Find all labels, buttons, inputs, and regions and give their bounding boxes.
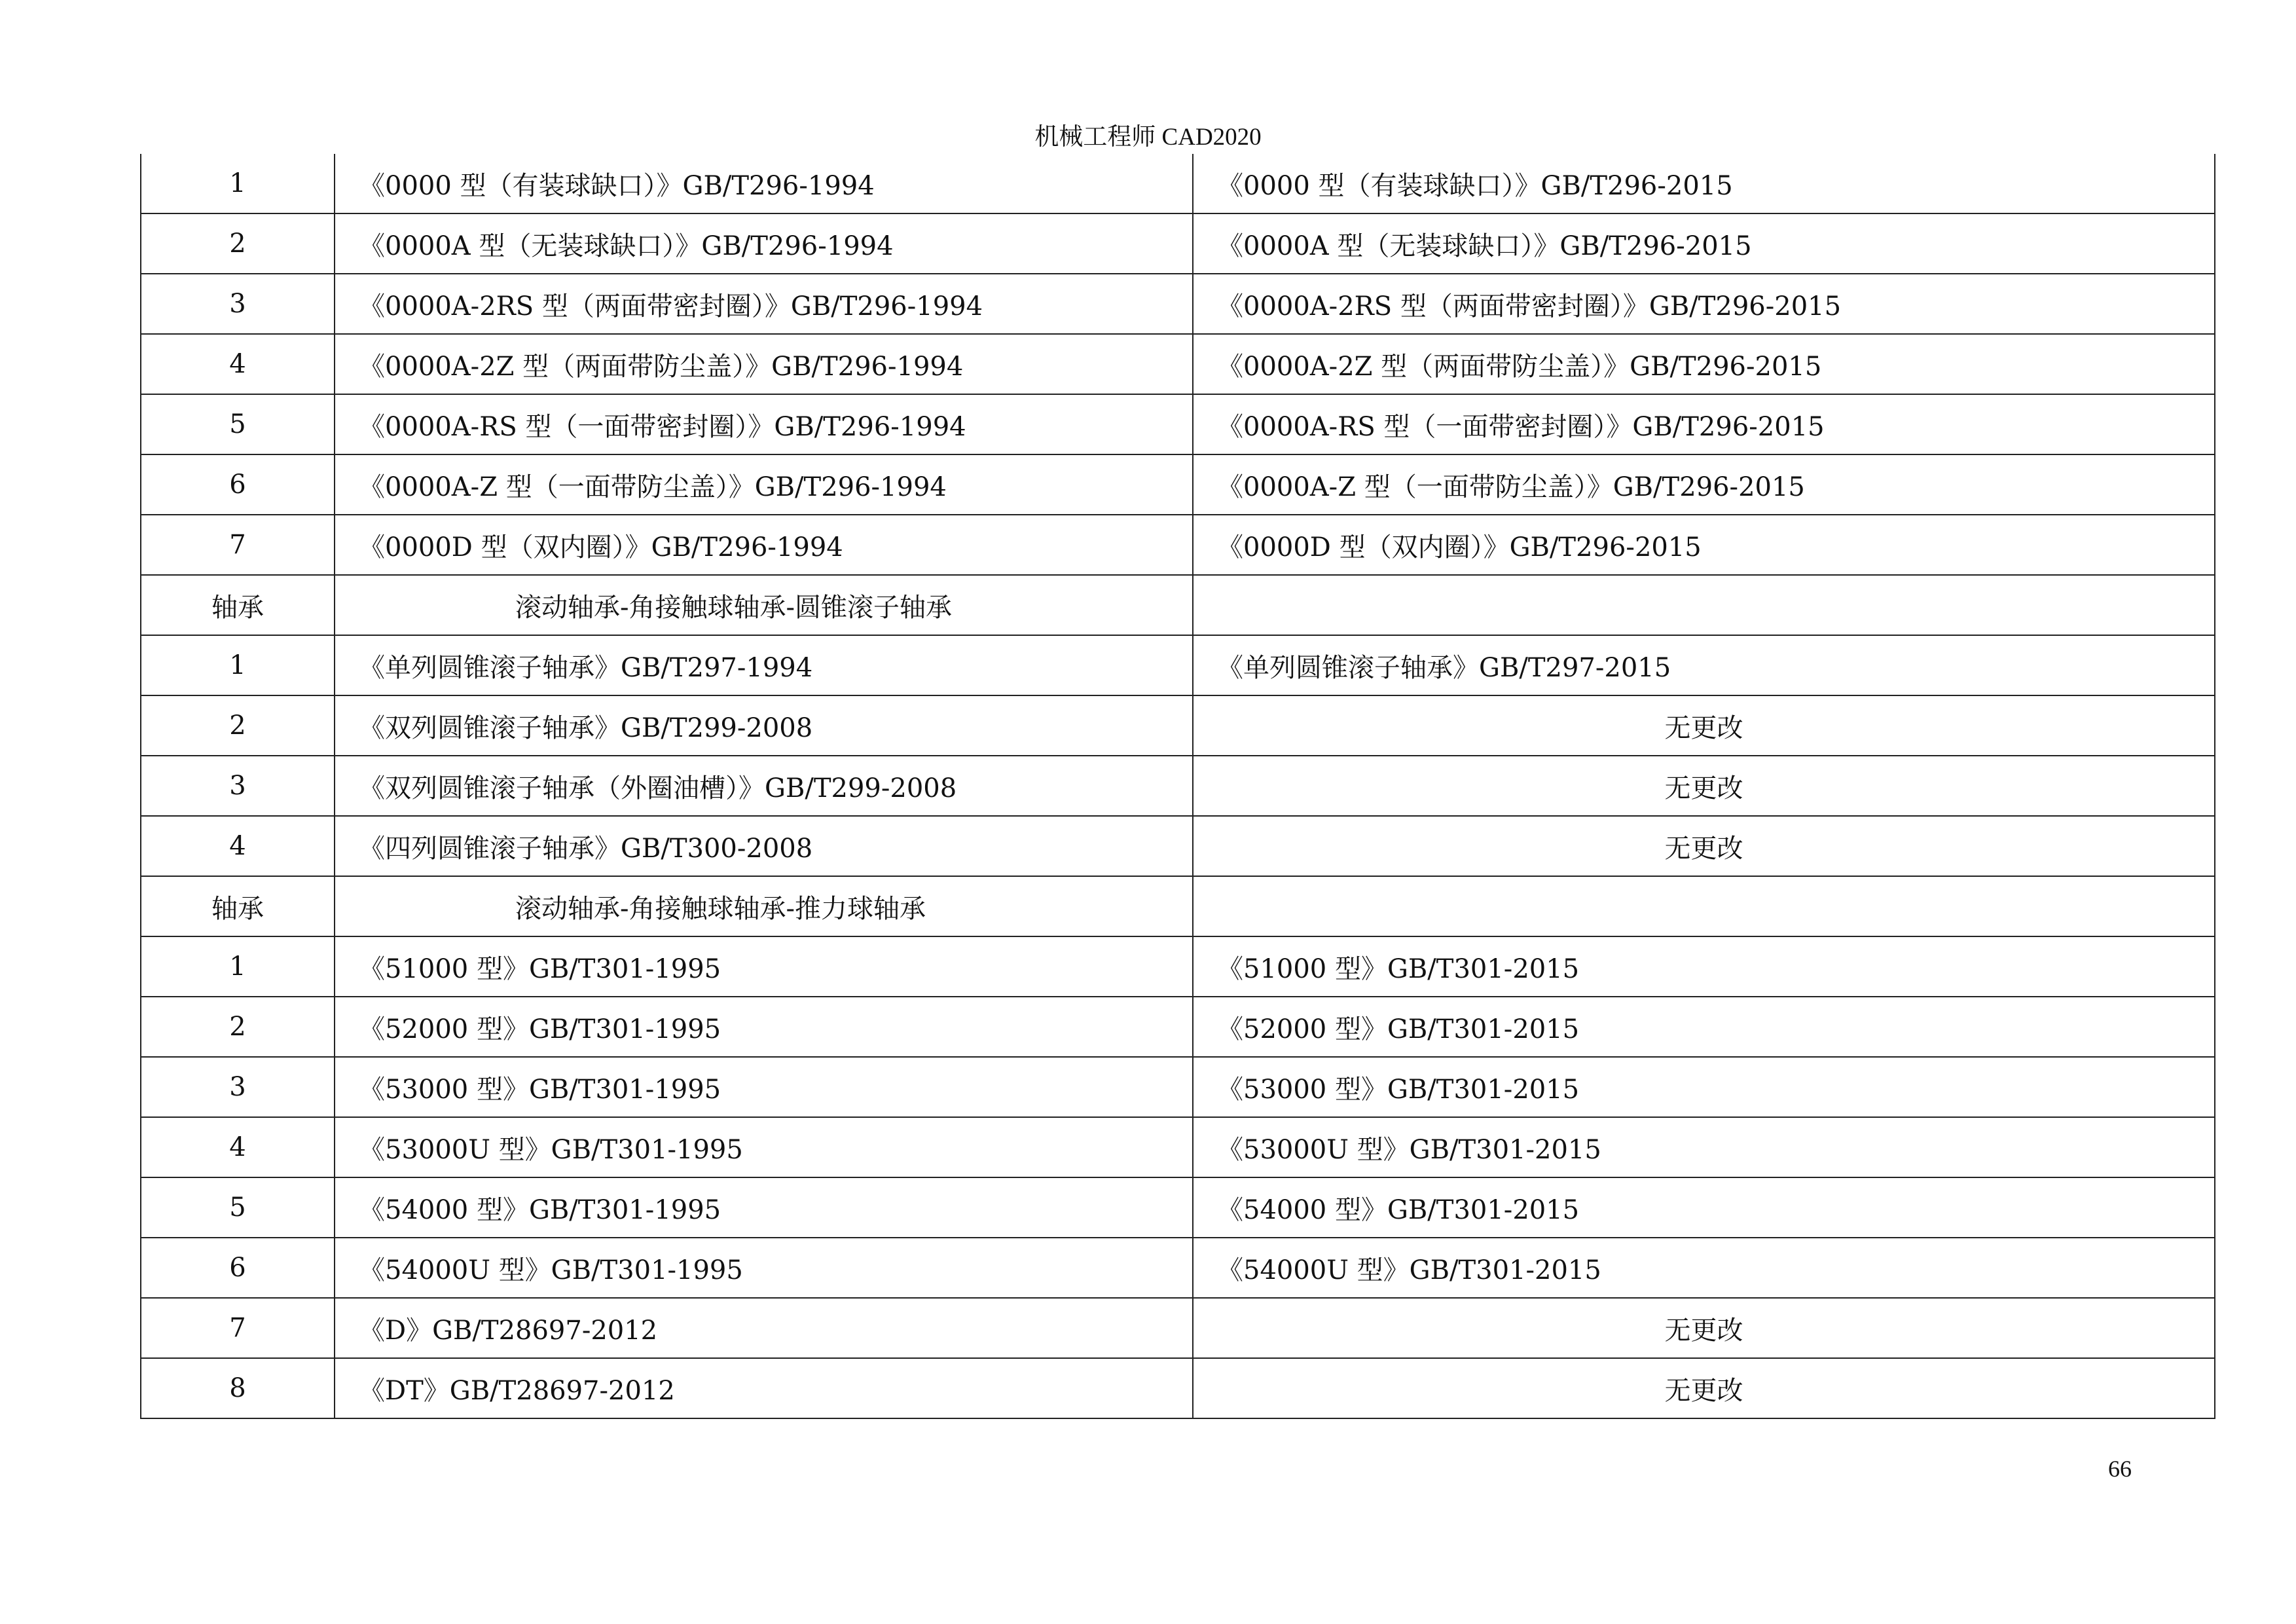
table-row	[141, 154, 2215, 213]
row-number-cell: 3	[141, 756, 335, 816]
old-standard-cell: 《四列圆锥滚子轴承》GB/T300-2008	[335, 816, 1193, 876]
old-standard-cell: 《51000 型》GB/T301-1995	[335, 936, 1193, 997]
table-row	[141, 997, 2215, 1057]
row-number-cell: 3	[141, 274, 335, 334]
new-standard-cell: 《53000U 型》GB/T301-2015	[1193, 1117, 2215, 1177]
new-standard-cell: 《51000 型》GB/T301-2015	[1193, 936, 2215, 997]
new-standard-cell: 《54000 型》GB/T301-2015	[1193, 1177, 2215, 1238]
section-title-cell: 滚动轴承-角接触球轴承-圆锥滚子轴承	[335, 575, 1193, 635]
no-change-cell: 无更改	[1193, 756, 2215, 816]
row-number-cell: 2	[141, 213, 335, 274]
new-standard-cell: 《0000A-Z 型（一面带防尘盖）》GB/T296-2015	[1193, 454, 2215, 515]
row-number-cell: 6	[141, 1238, 335, 1298]
new-standard-cell: 《单列圆锥滚子轴承》GB/T297-2015	[1193, 635, 2215, 695]
old-standard-cell: 《53000 型》GB/T301-1995	[335, 1057, 1193, 1117]
old-standard-cell: 《单列圆锥滚子轴承》GB/T297-1994	[335, 635, 1193, 695]
table-row	[141, 936, 2215, 997]
standards-table-body	[141, 154, 2215, 1418]
table-row	[141, 454, 2215, 515]
new-standard-cell: 《0000D 型（双内圈）》GB/T296-2015	[1193, 515, 2215, 575]
page-header-title: 机械工程师 CAD2020	[1034, 124, 1262, 151]
old-standard-cell: 《53000U 型》GB/T301-1995	[335, 1117, 1193, 1177]
old-standard-cell: 《0000A-RS 型（一面带密封圈）》GB/T296-1994	[335, 394, 1193, 454]
row-number-cell: 5	[141, 1177, 335, 1238]
table-row	[141, 695, 2215, 756]
table-row	[141, 816, 2215, 876]
no-change-cell: 无更改	[1193, 1358, 2215, 1418]
new-standard-cell	[1193, 876, 2215, 936]
row-number-cell: 2	[141, 997, 335, 1057]
old-standard-cell: 《0000A-Z 型（一面带防尘盖）》GB/T296-1994	[335, 454, 1193, 515]
section-row	[141, 575, 2215, 635]
section-row	[141, 876, 2215, 936]
old-standard-cell: 《0000 型（有装球缺口）》GB/T296-1994	[335, 154, 1193, 213]
table-row	[141, 1117, 2215, 1177]
new-standard-cell: 《0000 型（有装球缺口）》GB/T296-2015	[1193, 154, 2215, 213]
table-row	[141, 635, 2215, 695]
section-title-cell: 滚动轴承-角接触球轴承-推力球轴承	[335, 876, 1193, 936]
table-row	[141, 1358, 2215, 1418]
row-number-cell: 5	[141, 394, 335, 454]
old-standard-cell: 《0000A-2Z 型（两面带防尘盖）》GB/T296-1994	[335, 334, 1193, 394]
table-row	[141, 274, 2215, 334]
old-standard-cell: 《双列圆锥滚子轴承》GB/T299-2008	[335, 695, 1193, 756]
old-standard-cell: 《0000A-2RS 型（两面带密封圈）》GB/T296-1994	[335, 274, 1193, 334]
table-row	[141, 515, 2215, 575]
page-number: 66	[2108, 1456, 2132, 1482]
table-row	[141, 756, 2215, 816]
no-change-cell: 无更改	[1193, 1298, 2215, 1358]
row-number-cell: 7	[141, 515, 335, 575]
standards-table	[140, 154, 2215, 1419]
row-number-cell: 8	[141, 1358, 335, 1418]
table-row	[141, 334, 2215, 394]
table-row	[141, 1238, 2215, 1298]
row-number-cell: 1	[141, 635, 335, 695]
table-row	[141, 1298, 2215, 1358]
old-standard-cell: 《0000A 型（无装球缺口）》GB/T296-1994	[335, 213, 1193, 274]
new-standard-cell: 《52000 型》GB/T301-2015	[1193, 997, 2215, 1057]
row-number-cell: 7	[141, 1298, 335, 1358]
row-number-cell: 1	[141, 154, 335, 213]
no-change-cell: 无更改	[1193, 816, 2215, 876]
row-number-cell: 4	[141, 1117, 335, 1177]
row-number-cell: 2	[141, 695, 335, 756]
table-row	[141, 1177, 2215, 1238]
section-category-cell: 轴承	[141, 876, 335, 936]
section-category-cell: 轴承	[141, 575, 335, 635]
new-standard-cell: 《0000A 型（无装球缺口）》GB/T296-2015	[1193, 213, 2215, 274]
table-row	[141, 1057, 2215, 1117]
new-standard-cell	[1193, 575, 2215, 635]
new-standard-cell: 《0000A-2RS 型（两面带密封圈）》GB/T296-2015	[1193, 274, 2215, 334]
old-standard-cell: 《52000 型》GB/T301-1995	[335, 997, 1193, 1057]
old-standard-cell: 《双列圆锥滚子轴承（外圈油槽）》GB/T299-2008	[335, 756, 1193, 816]
new-standard-cell: 《53000 型》GB/T301-2015	[1193, 1057, 2215, 1117]
old-standard-cell: 《DT》GB/T28697-2012	[335, 1358, 1193, 1418]
table-row	[141, 394, 2215, 454]
old-standard-cell: 《54000 型》GB/T301-1995	[335, 1177, 1193, 1238]
row-number-cell: 6	[141, 454, 335, 515]
no-change-cell: 无更改	[1193, 695, 2215, 756]
new-standard-cell: 《0000A-RS 型（一面带密封圈）》GB/T296-2015	[1193, 394, 2215, 454]
old-standard-cell: 《0000D 型（双内圈）》GB/T296-1994	[335, 515, 1193, 575]
row-number-cell: 3	[141, 1057, 335, 1117]
row-number-cell: 4	[141, 816, 335, 876]
row-number-cell: 4	[141, 334, 335, 394]
old-standard-cell: 《54000U 型》GB/T301-1995	[335, 1238, 1193, 1298]
row-number-cell: 1	[141, 936, 335, 997]
table-row	[141, 213, 2215, 274]
new-standard-cell: 《0000A-2Z 型（两面带防尘盖）》GB/T296-2015	[1193, 334, 2215, 394]
old-standard-cell: 《D》GB/T28697-2012	[335, 1298, 1193, 1358]
new-standard-cell: 《54000U 型》GB/T301-2015	[1193, 1238, 2215, 1298]
